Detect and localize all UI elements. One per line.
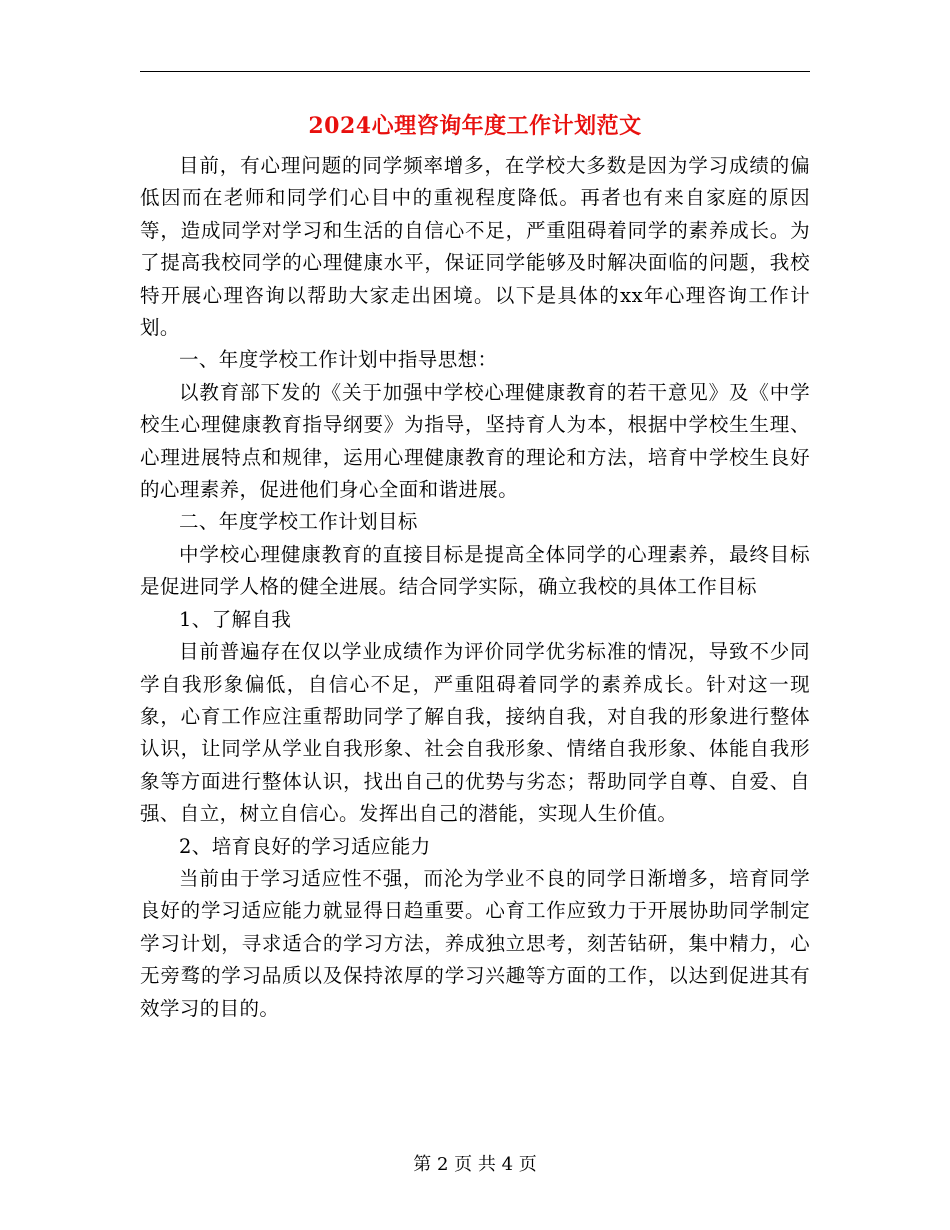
paragraph-learning-adaptability: 当前由于学习适应性不强，而沦为学业不良的同学日渐增多，培育同学良好的学习适应能力就显得日趋重要。心育工作应致力于开展协助同学制定学习计划，寻求适合的学习方法，养成独立思考，刻苦钻研，集中精力，心无旁骛的学习品质以及保持浓厚的学习兴趣等方面的工作，以达到促进其有效学习的目的。 xyxy=(140,866,810,1020)
paragraph-guiding-ideology: 以教育部下发的《关于加强中学校心理健康教育的若干意见》及《中学校生心理健康教育指导纲要》为指导，坚持育人为本，根据中学校生生理、心理进展特点和规律，运用心理健康教育的理论和方法，培育中学校生良好的心理素养，促进他们身心全面和谐进展。 xyxy=(140,380,810,502)
heading-work-goals: 二、年度学校工作计划目标 xyxy=(179,510,418,534)
heading-guiding-ideology: 一、年度学校工作计划中指导思想： xyxy=(179,348,498,372)
paragraph-work-goals: 中学校心理健康教育的直接目标是提高全体同学的心理素养，最终目标是促进同学人格的健全进展。结合同学实际，确立我校的具体工作目标 xyxy=(140,542,810,599)
paragraph-intro: 目前，有心理问题的同学频率增多，在学校大多数是因为学习成绩的偏低因而在老师和同学们心目中的重视程度降低。再者也有来自家庭的原因等，造成同学对学习和生活的自信心不足，严重阻碍着同学的素养成长。为了提高我校同学的心理健康水平，保证同学能够及时解决面临的问题，我校特开展心理咨询以帮助大家走出困境。以下是具体的xx年心理咨询工作计划。 xyxy=(140,154,810,340)
page-footer: 第 2 页 共 4 页 xyxy=(413,1154,537,1175)
heading-know-yourself: 1、了解自我 xyxy=(179,607,292,631)
heading-learning-adaptability: 2、培育良好的学习适应能力 xyxy=(179,834,431,858)
document-body xyxy=(140,150,810,1025)
document-title: 2024心理咨询年度工作计划范文 xyxy=(308,113,642,139)
paragraph-know-yourself: 目前普遍存在仅以学业成绩作为评价同学优劣标准的情况，导致不少同学自我形象偏低，自信心不足，严重阻碍着同学的素养成长。针对这一现象，心育工作应注重帮助同学了解自我，接纳自我，对自我的形象进行整体认识，让同学从学业自我形象、社会自我形象、情绪自我形象、体能自我形象等方面进行整体认识，找出自己的优势与劣态；帮助同学自尊、自爱、自强、自立，树立自信心。发挥出自己的潜能，实现人生价值。 xyxy=(140,640,810,826)
header-rule xyxy=(140,71,810,72)
